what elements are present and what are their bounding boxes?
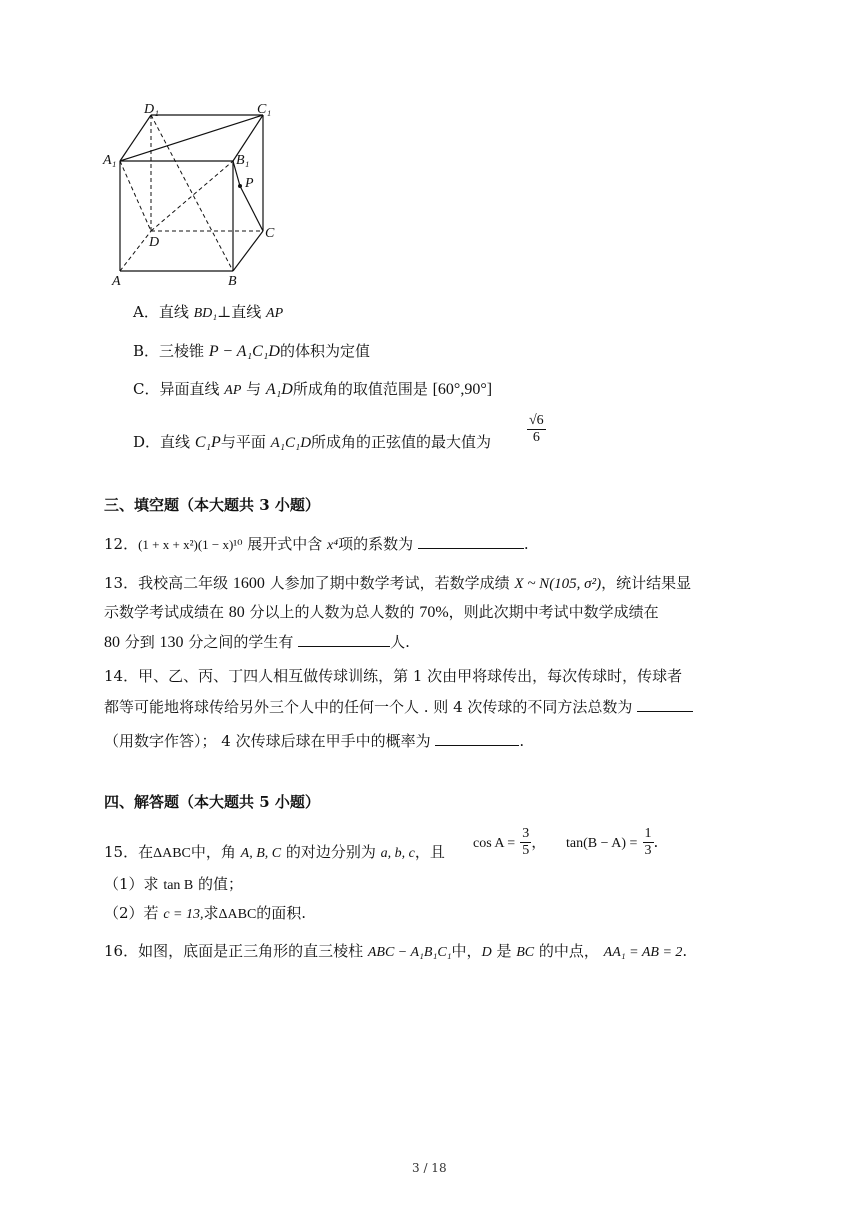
question-14-line2: 都等可能地将球传给另外三个人中的任何一个人 . 则 4 次传球的不同方法总数为: [104, 697, 693, 717]
option-d: D．直线 C₁P与平面 A₁C₁D所成角的正弦值的最大值为: [133, 433, 492, 451]
label-a1: A₁: [103, 153, 117, 168]
question-13-line3: 80 分到 130 分之间的学生有 人.: [104, 633, 410, 651]
label-d: D: [149, 235, 160, 250]
section-3-title: 三、填空题（本大题共 3 小题）: [104, 496, 320, 514]
label-c: C: [265, 226, 275, 241]
cube-figure: [100, 98, 290, 293]
question-15-part2: （2）若 c = 13,求ΔABC的面积.: [104, 904, 307, 922]
option-d-fraction: $\frac{√6}{6}$: [529, 413, 544, 445]
question-16: 16．如图，底面是正三角形的直三棱柱 ABC − A₁B₁C₁中，D 是 BC 的中点， AA₁ = AB = 2.: [104, 942, 688, 960]
question-14-line3: （用数字作答）； 4 次传球后球在甲手中的概率为 .: [104, 732, 525, 750]
q15-tan: tan(B − A) = $\frac{1}{3}$ .: [566, 826, 659, 858]
question-13-line1: 13．我校高二年级 1600 人参加了期中数学考试，若数学成绩 X ~ N(105, σ²)，统计结果显: [104, 574, 692, 592]
label-p: P: [245, 176, 254, 191]
label-c1: C₁: [257, 102, 272, 117]
question-15-part1: （1）求 tan B 的值；: [104, 875, 244, 893]
question-14-line1: 14．甲、乙、丙、丁四人相互做传球训练，第 1 次由甲将球传出，每次传球时，传球者: [104, 667, 683, 685]
label-a: A: [112, 274, 121, 289]
page-number: 3 / 18: [412, 1161, 447, 1175]
section-4-title: 四、解答题（本大题共 5 小题）: [104, 793, 320, 811]
option-b: B．三棱锥 P − A₁C₁D的体积为定值: [133, 342, 370, 360]
label-d1: D₁: [144, 102, 159, 117]
option-a: A．直线 BD₁⊥直线 AP: [133, 303, 284, 321]
q15-cos: cos A = $\frac{3}{5}$ ，: [473, 826, 547, 858]
question-13-line2: 示数学考试成绩在 80 分以上的人数为总人数的 70%，则此次期中考试中数学成绩在: [104, 603, 659, 621]
question-12: 12．(1 + x + x²)(1 − x)¹⁰ 展开式中含 x⁴项的系数为 .: [104, 535, 529, 553]
label-b1: B₁: [236, 153, 250, 168]
label-b: B: [228, 274, 237, 289]
question-15: 15．在ΔABC中，角 A, B, C 的对边分别为 a, b, c，且: [104, 843, 445, 861]
option-c: C．异面直线 AP 与 A₁D所成角的取值范围是 [60°,90°]: [133, 380, 493, 398]
